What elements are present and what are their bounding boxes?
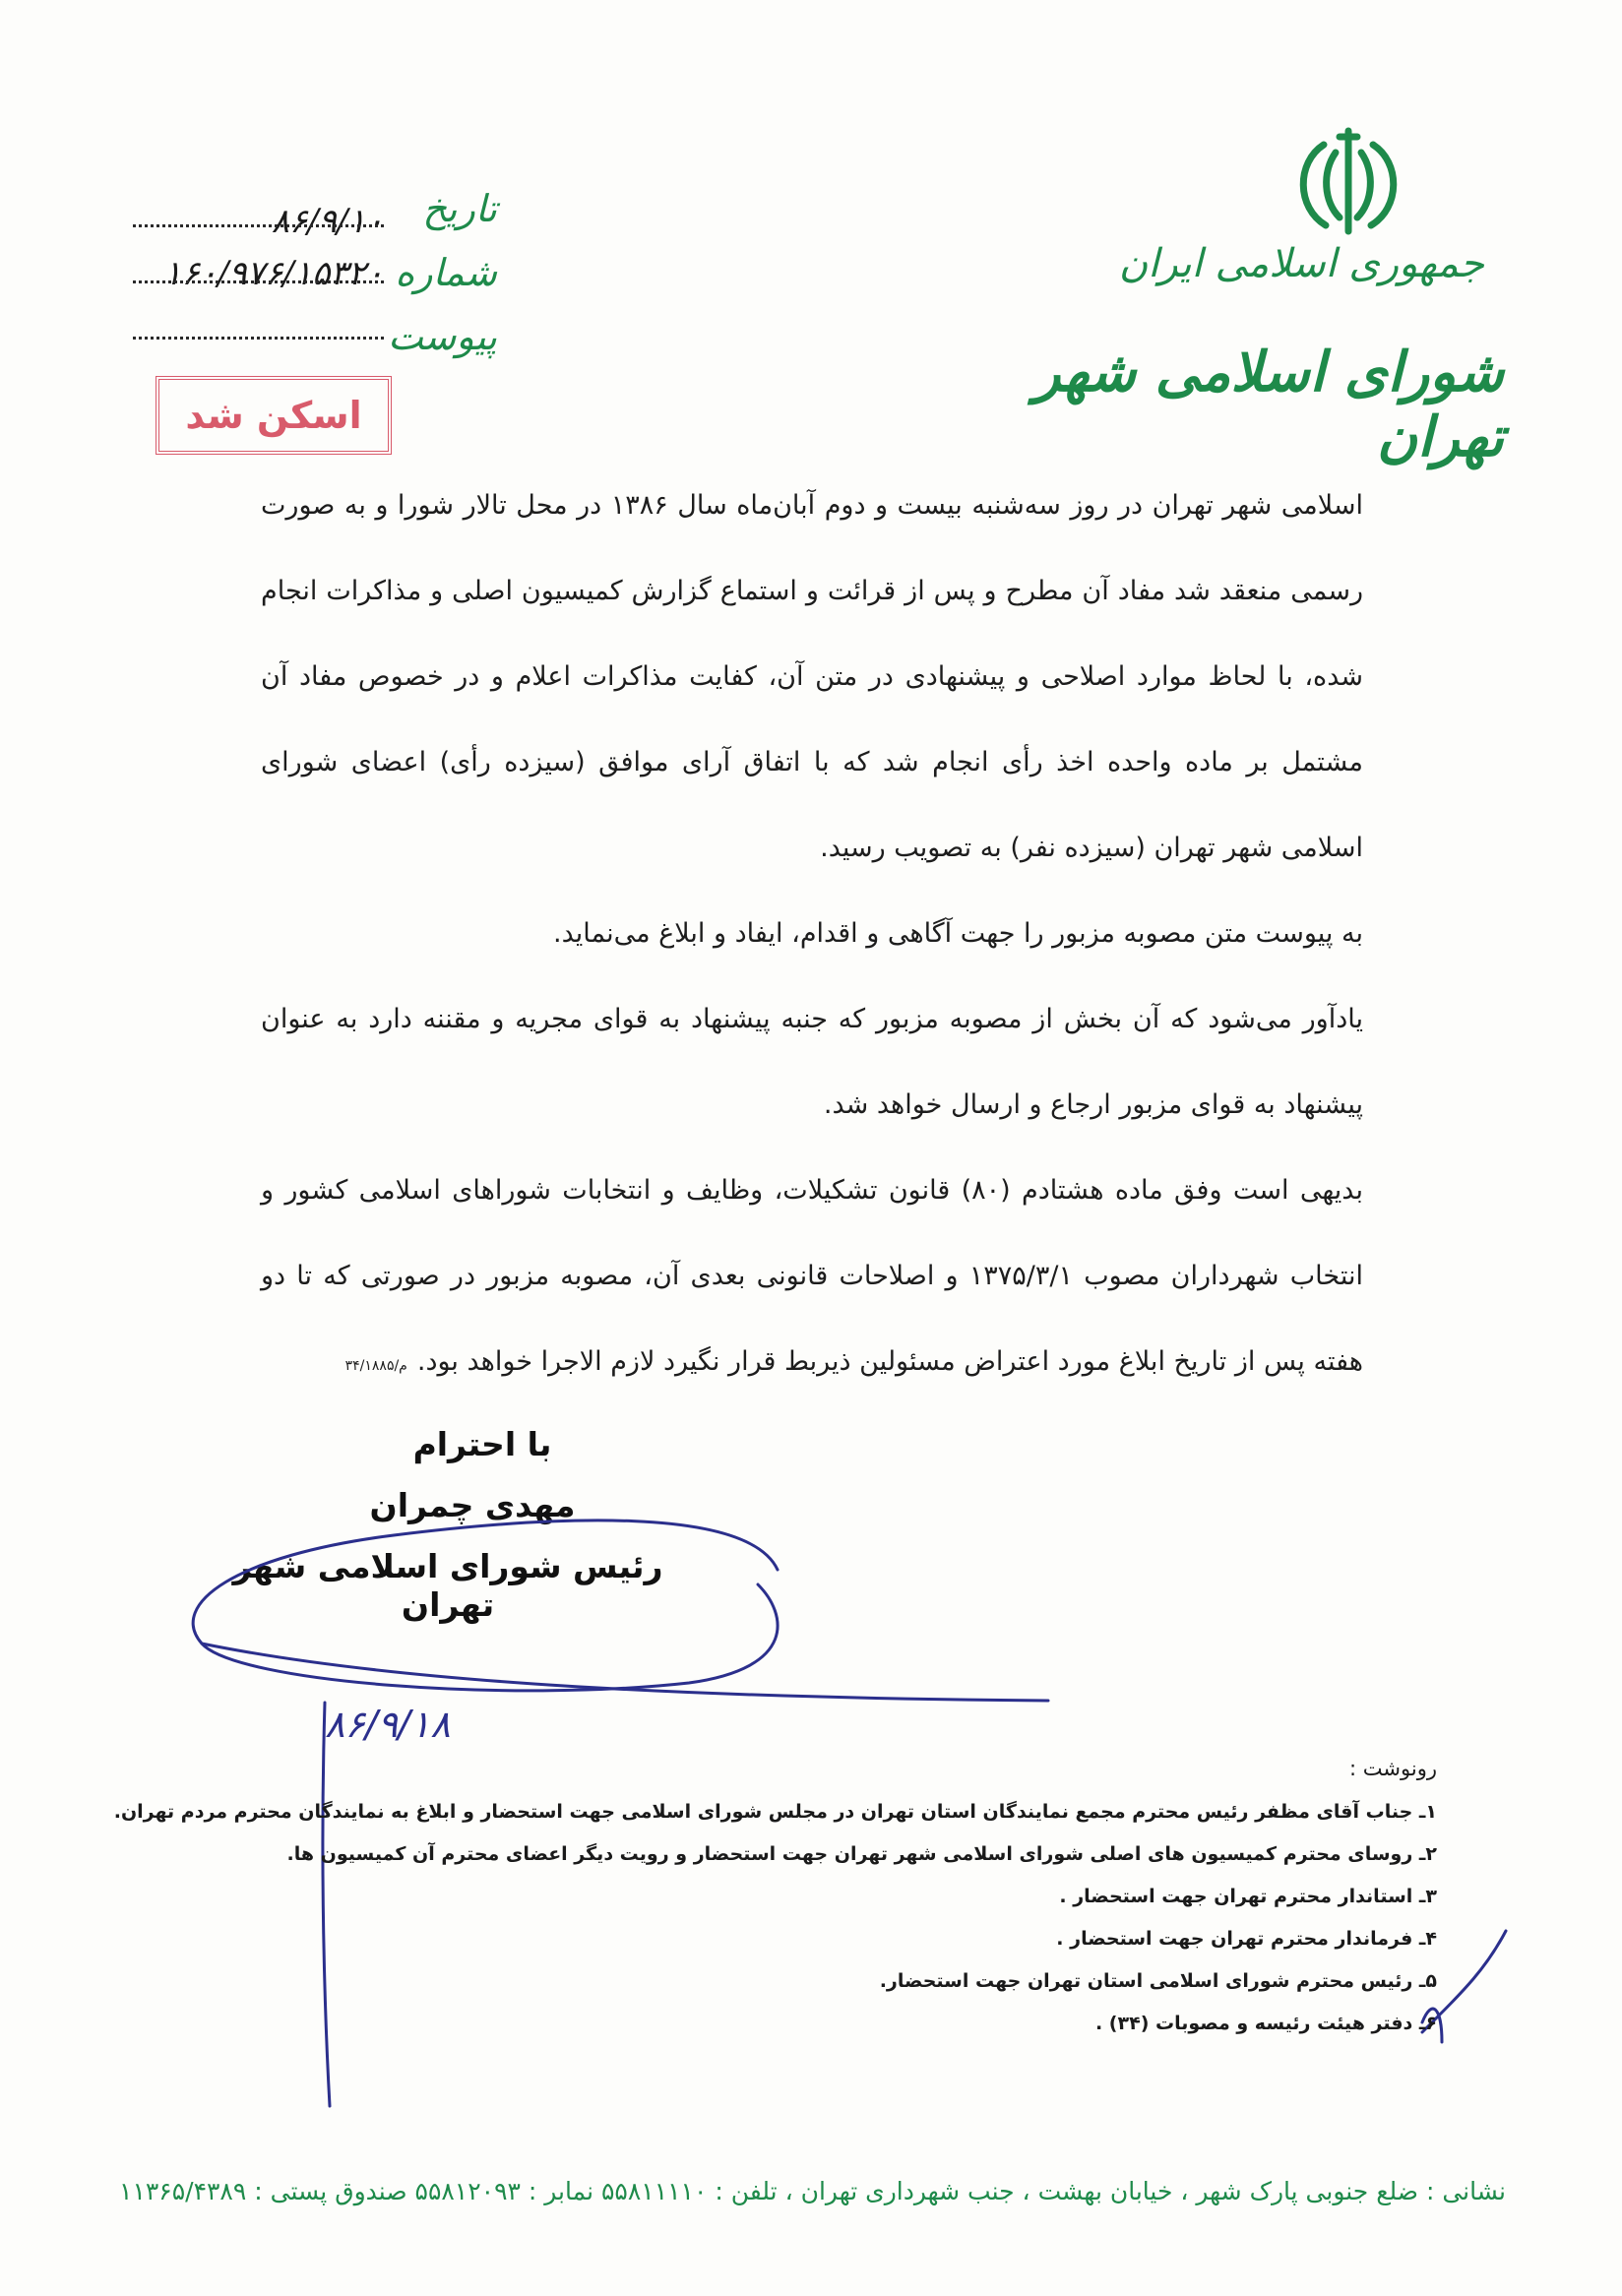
number-label: شماره bbox=[395, 251, 497, 294]
body-paragraph-4-text: بدیهی است وفق ماده هشتادم (۸۰) قانون تشکیلات، وظایف و انتخابات شوراهای اسلامی کشور و انتخاب شهرداران مصوب ۱۳۷۵/۳/۱ و اصلاحات قانونی بعدی آن، مصوبه مزبور در صورتی که تا دو هفته پس از تاریخ ابلاغ مورد اعتراض مسئولین ذیربط قرار نگیرد لازم الاجرا خواهد بود. bbox=[261, 1175, 1363, 1377]
cc-item: ۲ـ روسای محترم کمیسیون های اصلی شورای اسلامی شهر تهران جهت استحضار و رویت دیگر اعضای محترم آن کمیسیون ها. bbox=[286, 1843, 1437, 1865]
cc-title: رونوشت : bbox=[1349, 1757, 1437, 1780]
cc-item: ۶ـ دفتر هیئت رئیسه و مصوبات (۳۴) . bbox=[1094, 2013, 1437, 2034]
number-value: ۱۶۰/۹۷۶/۱۵۳۲۰ bbox=[163, 254, 384, 293]
attachment-label: پیوست bbox=[388, 315, 497, 358]
cc-list bbox=[113, 1791, 1437, 2045]
body-paragraph-2: به پیوست متن مصوبه مزبور را جهت آگاهی و اقدام، ایفاد و ابلاغ می‌نماید. bbox=[553, 918, 1363, 949]
closing-text: با احترام bbox=[412, 1425, 552, 1463]
body-paragraph-1: اسلامی شهر تهران در روز سه‌شنبه بیست و دوم آبان‌ماه سال ۱۳۸۶ در محل تالار شورا و به صورت رسمی منعقد شد مفاد آن مطرح و پس از قرائت و استماع گزارش کمیسیون اصلی و مذاکرات انجام شده، با لحاظ موارد اصلاحی و پیشنهادی در متن آن، کفایت مذاکرات اعلام و در خصوص مفاد آن مشتمل بر ماده واحده اخذ رأی انجام شد که با اتفاق آرای موافق (سیزده رأی) اعضای شورای اسلامی شهر تهران (سیزده نفر) به تصویب رسید. bbox=[261, 490, 1363, 863]
footer-address: نشانی : ضلع جنوبی پارک شهر ، خیابان بهشت ، جنب شهرداری تهران ، تلفن : ۵۵۸۱۱۱۱۰ نمابر : ۵۵۸۱۲۰۹۳ صندوق پستی : ۱۱۳۶۵/۴۳۸۹ bbox=[119, 2177, 1506, 2205]
cc-item: ۳ـ استاندار محترم تهران جهت استحضار . bbox=[1059, 1886, 1437, 1907]
cc-item: ۴ـ فرماندار محترم تهران جهت استحضار . bbox=[1056, 1928, 1437, 1950]
date-label: تاریخ bbox=[422, 187, 497, 230]
cc-item: ۵ـ رئیس محترم شورای اسلامی استان تهران جهت استحضار. bbox=[879, 1970, 1437, 1992]
country-name: جمهوری اسلامی ایران bbox=[1118, 241, 1484, 286]
scanned-stamp: اسکن شد bbox=[156, 376, 392, 455]
cc-item: ۱ـ جناب آقای مظفر رئیس محترم مجمع نمایندگان استان تهران در مجلس شورای اسلامی جهت استحضار و ابلاغ به نمایندگان محترم مردم تهران. bbox=[113, 1801, 1437, 1823]
council-name: شورای اسلامی شهر تهران bbox=[1033, 340, 1504, 469]
signatory-title: رئیس شورای اسلامی شهر تهران bbox=[232, 1547, 663, 1624]
body-paragraph-3: یادآور می‌شود که آن بخش از مصوبه مزبور که جنبه پیشنهاد به قوای مجریه و مقننه دارد به عنوان پیشنهاد به قوای مزبور ارجاع و ارسال خواهد شد. bbox=[261, 1004, 1363, 1120]
reference-code: م/۳۴/۱۸۸۵ bbox=[344, 1358, 407, 1374]
handwritten-date: ۸۶/۹/۱۸ bbox=[325, 1703, 451, 1746]
signatory-name: مهدی چمران bbox=[369, 1486, 576, 1524]
date-value: ۸۶/۹/۱۰ bbox=[271, 202, 384, 241]
